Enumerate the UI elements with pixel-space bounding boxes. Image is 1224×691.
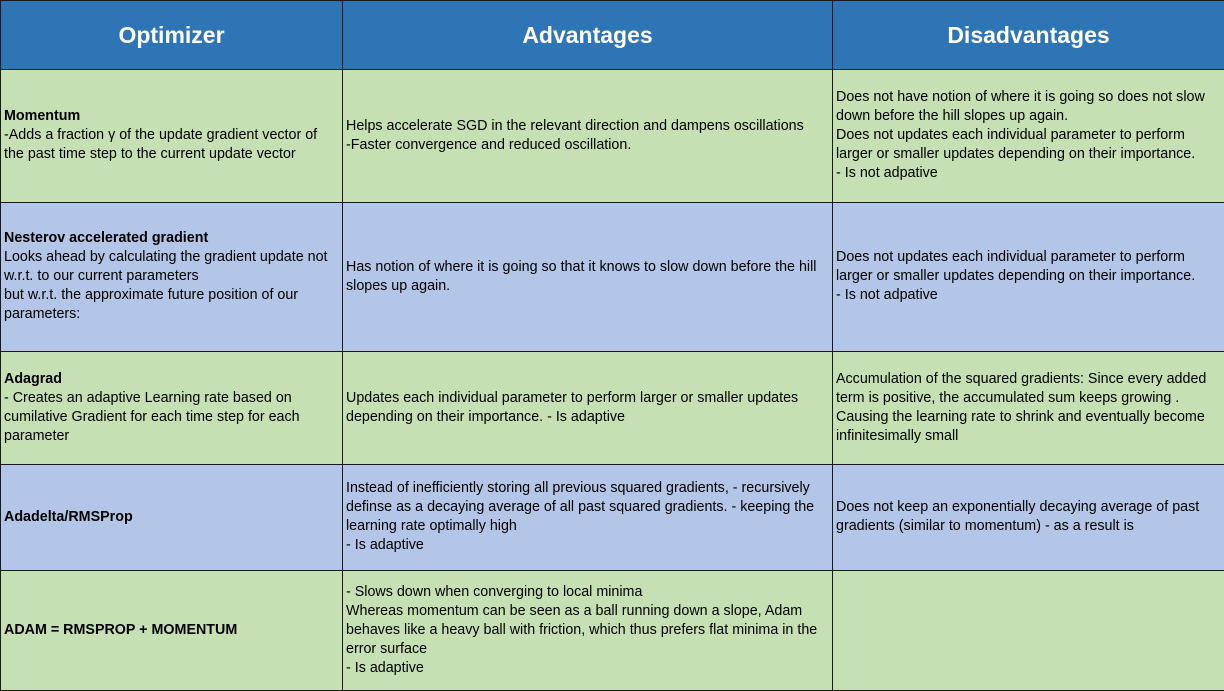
optimizer-name: ADAM = RMSPROP + MOMENTUM bbox=[4, 622, 238, 639]
header-disadvantages: Disadvantages bbox=[833, 1, 1224, 70]
advantages-text: Instead of inefficiently storing all previous squared gradients, - recursively definse as a decaying average of all past squared gradients. - keeping the learning rate optimally high - Is adaptive bbox=[346, 480, 815, 554]
optimizer-cell bbox=[1, 351, 343, 464]
optimizer-cell bbox=[1, 70, 343, 203]
optimizer-description: Looks ahead by calculating the gradient update not w.r.t. to our current parameters but w.r.t. the approximate future position of our parameters: bbox=[4, 249, 328, 323]
advantages-cell bbox=[343, 351, 833, 464]
optimizer-name: Adagrad bbox=[4, 370, 62, 387]
disadvantages-cell bbox=[833, 202, 1224, 351]
optimizer-description: -Adds a fraction γ of the update gradient vector of the past time step to the current update vector bbox=[4, 127, 318, 163]
disadvantages-text: Accumulation of the squared gradients: Since every added term is positive, the accumulated sum keeps growing . Causing the learning rate to shrink and eventually become infinitesimally small bbox=[836, 370, 1207, 444]
optimizer-description: - Creates an adaptive Learning rate based on cumilative Gradient for each time step for each parameter bbox=[4, 389, 300, 444]
advantages-text: Has notion of where it is going so that it knows to slow down before the hill slopes up again. bbox=[346, 258, 817, 294]
disadvantages-cell bbox=[833, 464, 1224, 571]
advantages-cell bbox=[343, 464, 833, 571]
table-row-adadelta-rmsprop bbox=[1, 464, 1224, 571]
table-row-momentum bbox=[1, 70, 1224, 203]
optimizer-cell bbox=[1, 571, 343, 691]
table-row-nesterov bbox=[1, 202, 1224, 351]
optimizer-name: Nesterov accelerated gradient bbox=[4, 230, 209, 247]
table-row-adam bbox=[1, 571, 1224, 691]
advantages-text: Helps accelerate SGD in the relevant direction and dampens oscillations -Faster convergence and reduced oscillation. bbox=[346, 117, 804, 153]
disadvantages-cell bbox=[833, 351, 1224, 464]
optimizer-cell bbox=[1, 202, 343, 351]
advantages-cell bbox=[343, 202, 833, 351]
disadvantages-text: Does not updates each individual parameter to perform larger or smaller updates depending on their importance. - Is not adpative bbox=[836, 249, 1196, 304]
header-advantages: Advantages bbox=[343, 1, 833, 70]
disadvantages-cell bbox=[833, 571, 1224, 691]
optimizer-name: Momentum bbox=[4, 108, 81, 125]
disadvantages-cell bbox=[833, 70, 1224, 203]
advantages-cell bbox=[343, 70, 833, 203]
disadvantages-text: Does not have notion of where it is going so does not slow down before the hill slopes up again. Does not updates each individual parameter to perform larger or smaller updates depending on their importance. - Is not adpative bbox=[836, 89, 1205, 182]
advantages-text: - Slows down when converging to local minima Whereas momentum can be seen as a ball running down a slope, Adam behaves like a heavy ball with friction, which thus prefers flat minima in the error surface - Is adaptive bbox=[346, 584, 818, 677]
table-row-adagrad bbox=[1, 351, 1224, 464]
header-optimizer: Optimizer bbox=[1, 1, 343, 70]
optimizer-name: Adadelta/RMSProp bbox=[4, 508, 133, 525]
advantages-cell bbox=[343, 571, 833, 691]
optimizer-cell bbox=[1, 464, 343, 571]
advantages-text: Updates each individual parameter to perform larger or smaller updates depending on their importance. - Is adaptive bbox=[346, 389, 799, 425]
header-row bbox=[1, 1, 1224, 70]
disadvantages-text: Does not keep an exponentially decaying average of past gradients (similar to momentum) - as a result is bbox=[836, 499, 1200, 535]
